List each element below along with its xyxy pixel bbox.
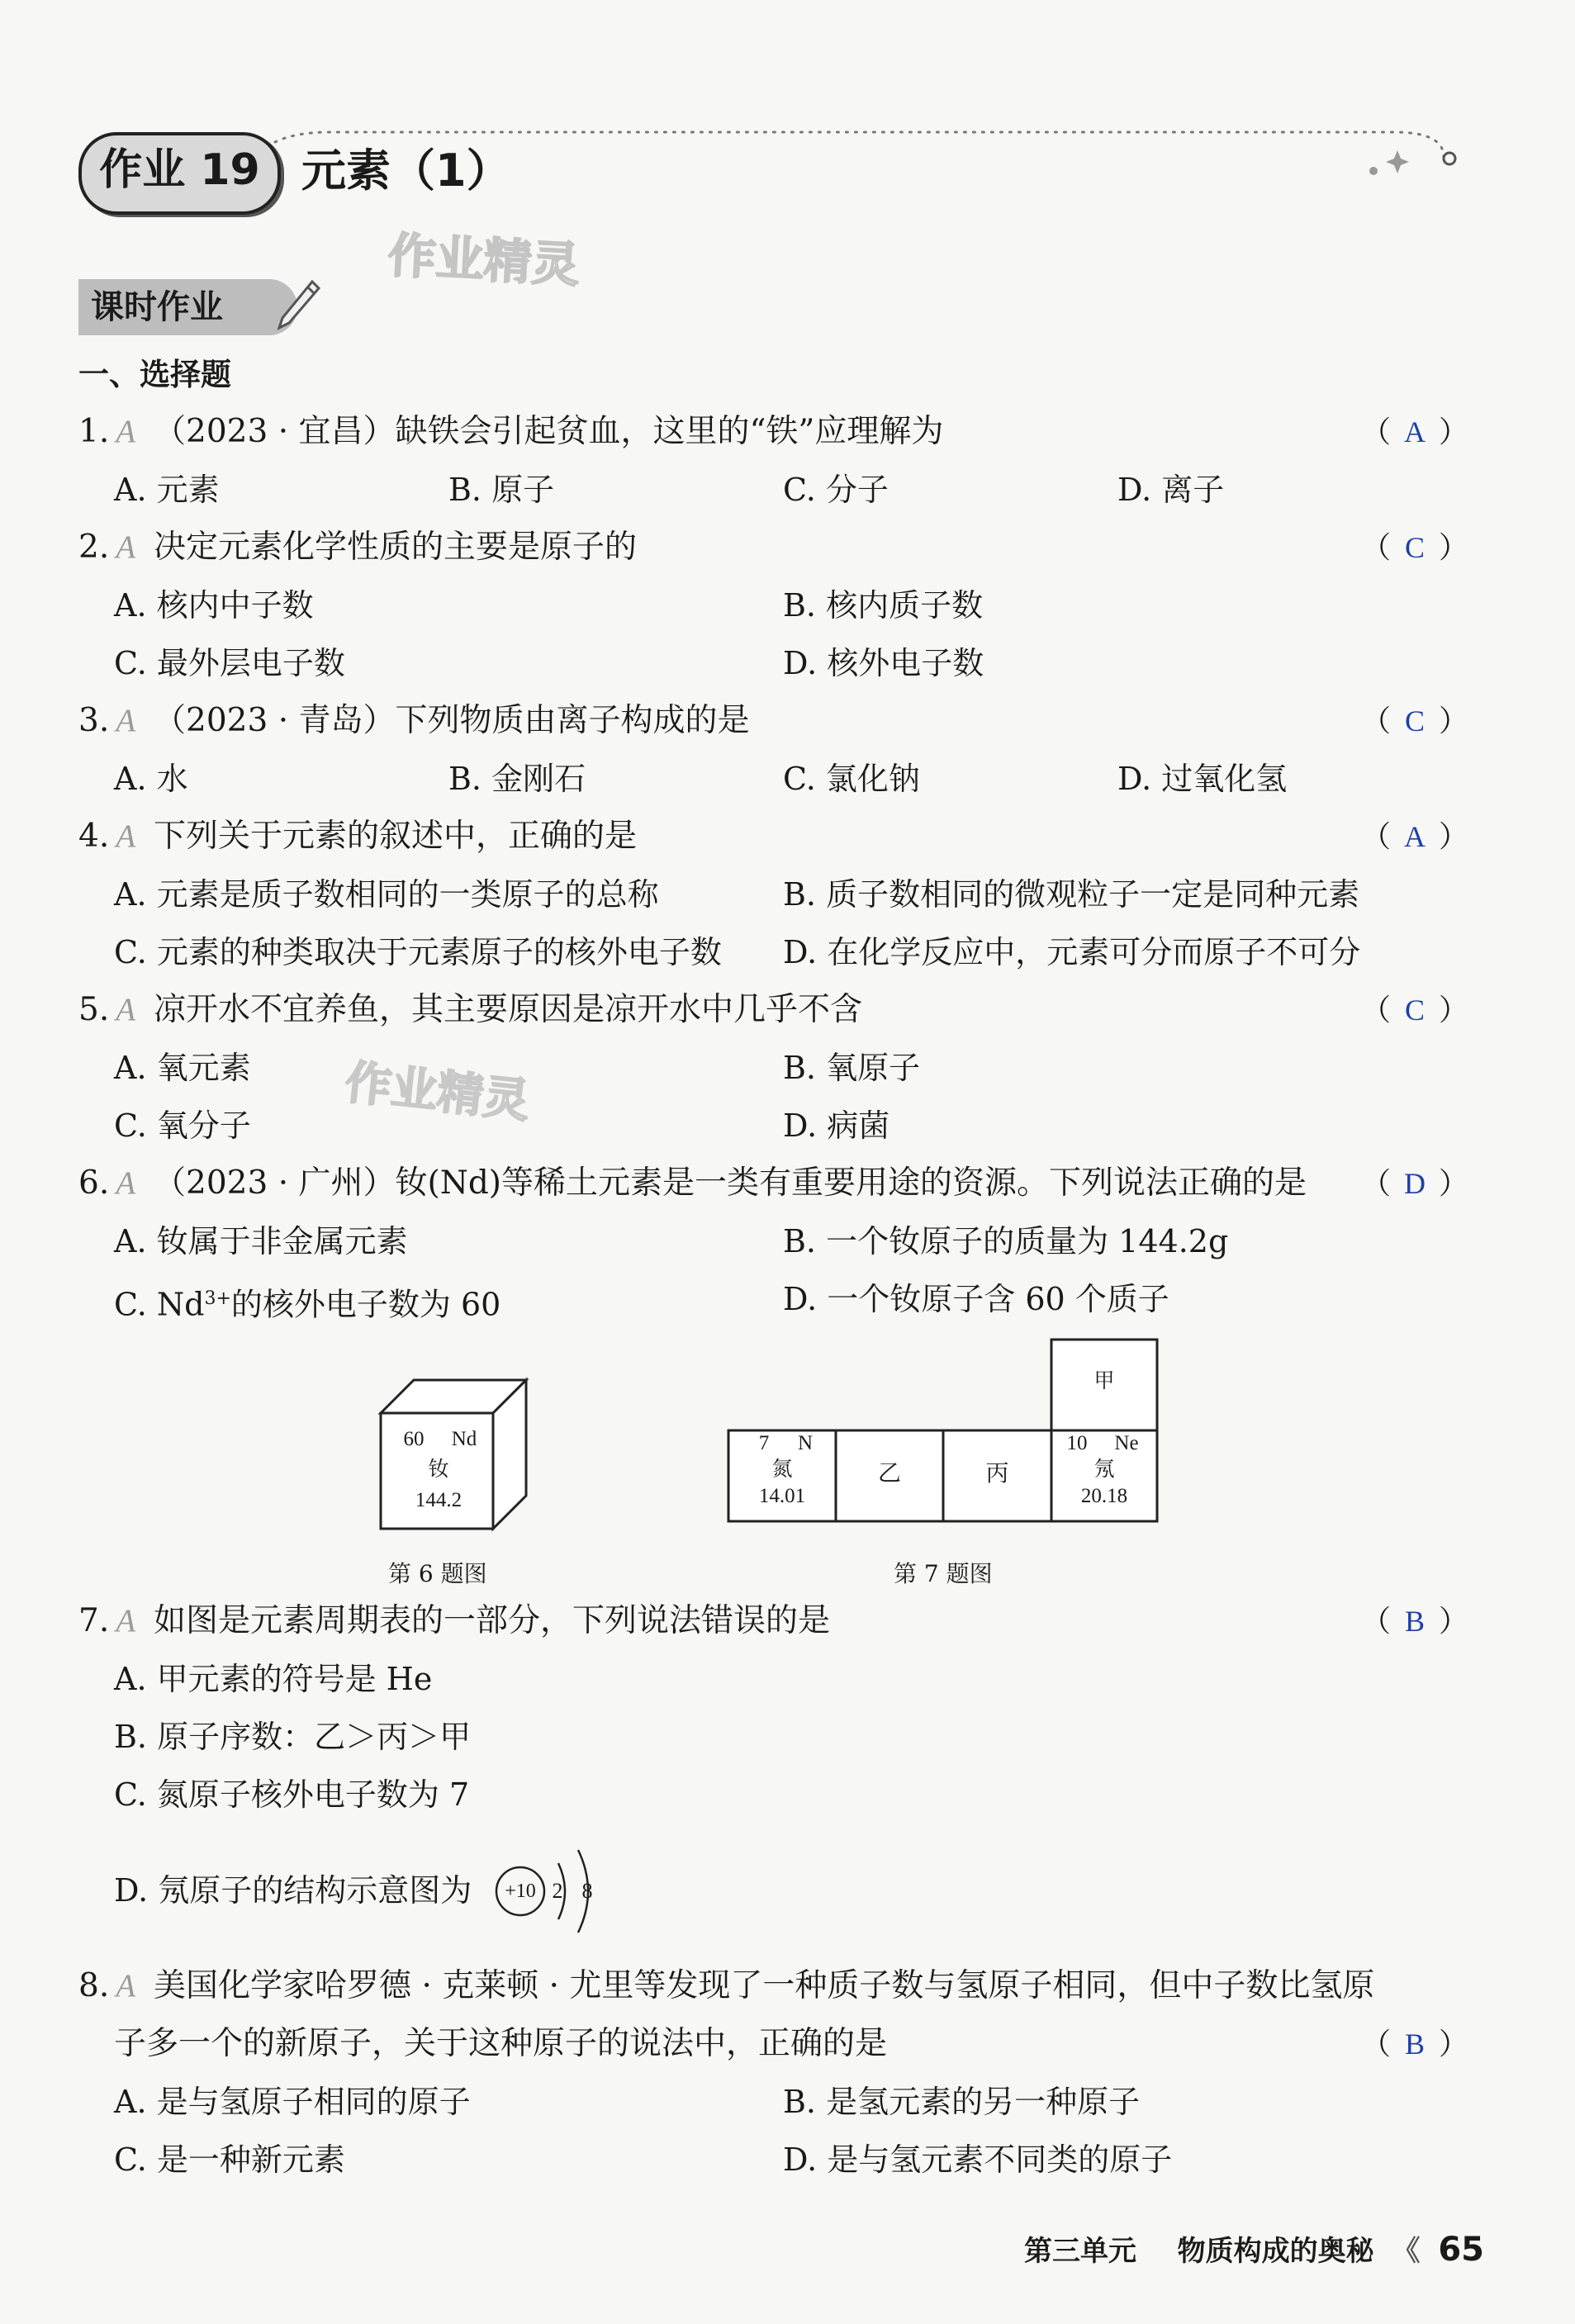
question-number: 1. <box>78 413 110 450</box>
question-5 <box>78 989 862 1032</box>
option-b: B. 质子数相同的微观粒子一定是同种元素 <box>783 876 1360 913</box>
option-b: B. 原子序数：乙＞丙＞甲 <box>114 1719 472 1755</box>
atomic-mass: 144.2 <box>415 1489 463 1511</box>
watermark: 作业精灵 <box>342 1055 533 1129</box>
element-symbol: Nd <box>451 1428 477 1450</box>
page-title: 元素（1） <box>301 145 511 197</box>
n-name: 氮 <box>771 1458 793 1481</box>
option-c: C. 元素的种类取决于元素原子的核外电子数 <box>114 934 722 970</box>
option-b: B. 氧原子 <box>783 1050 921 1086</box>
section-tag-label: 课时作业 <box>91 288 223 326</box>
question-7 <box>78 1600 830 1643</box>
question-stem: （2023 · 宜昌）缺铁会引起贫血，这里的“铁”应理解为 <box>154 413 944 450</box>
double-chevron-icon: 《 <box>1392 2235 1421 2268</box>
option-d: D. 核外电子数 <box>783 645 984 681</box>
option-d: D. 离子 <box>1117 472 1225 508</box>
n-number: 7 <box>758 1432 770 1454</box>
difficulty-icon: A <box>116 1968 136 2004</box>
question-2 <box>78 526 637 569</box>
page-number: 65 <box>1438 2231 1484 2269</box>
answer-value: D <box>1404 1167 1426 1200</box>
option-a: A. 钕属于非金属元素 <box>114 1223 408 1259</box>
atomic-number: 60 <box>403 1428 425 1450</box>
option-a: A. 元素是质子数相同的一类原子的总称 <box>114 876 659 913</box>
option-c: C. 分子 <box>783 472 889 508</box>
bing-cell: 丙 <box>985 1461 1009 1487</box>
question-6 <box>78 1162 1307 1205</box>
question-number: 8. <box>78 1967 110 2004</box>
watermark: 作业精灵 <box>387 226 581 294</box>
option-a: A. 元素 <box>114 472 220 508</box>
question-8 <box>78 1965 1374 2008</box>
chapter-label: 物质构成的奥秘 <box>1177 2235 1374 2268</box>
option-b: B. 金刚石 <box>448 761 586 797</box>
answer-1: （ A ） <box>1361 410 1468 454</box>
answer-4: （ A ） <box>1361 815 1468 859</box>
n-mass: 14.01 <box>758 1485 806 1507</box>
question-1 <box>78 410 943 453</box>
difficulty-icon: A <box>116 414 136 449</box>
option-a: A. 是与氢原子相同的原子 <box>114 2084 471 2120</box>
n-symbol: N <box>797 1432 814 1454</box>
yi-cell: 乙 <box>877 1461 901 1487</box>
option-d: D. 是与氢元素不同类的原子 <box>783 2141 1173 2178</box>
option-c: C. 氧分子 <box>114 1107 251 1144</box>
question-stem: （2023 · 青岛）下列物质由离子构成的是 <box>154 702 750 739</box>
option-c: C. 是一种新元素 <box>114 2141 345 2178</box>
shell-2-electrons: 8 <box>581 1879 593 1903</box>
answer-8: （ B ） <box>1361 2023 1468 2066</box>
unit-label: 第三单元 <box>1023 2235 1136 2268</box>
difficulty-icon: A <box>116 1603 136 1639</box>
question-stem: 如图是元素周期表的一部分，下列说法错误的是 <box>154 1602 831 1639</box>
option-c: C. 氯化钠 <box>783 761 920 797</box>
shell-1-electrons: 2 <box>552 1879 563 1903</box>
difficulty-icon: A <box>116 1165 136 1201</box>
answer-value: A <box>1404 415 1426 448</box>
question-8-line-2: 子多一个的新原子，关于这种原子的说法中，正确的是 <box>114 2025 888 2062</box>
option-a: A. 甲元素的符号是 He <box>114 1661 433 1697</box>
question-number: 5. <box>78 991 110 1028</box>
option-b: B. 一个钕原子的质量为 144.2g <box>783 1223 1229 1259</box>
question-stem: 下列关于元素的叙述中，正确的是 <box>154 818 638 855</box>
answer-value: B <box>1405 1605 1426 1638</box>
answer-3: （ C ） <box>1361 700 1468 743</box>
page-footer <box>1024 2225 1484 2276</box>
question-number: 4. <box>78 818 110 855</box>
option-c: C. $Nd^{3+}$的核外电子数为 60 <box>114 1286 501 1323</box>
answer-value: C <box>1405 531 1426 564</box>
part-heading: 一、选择题 <box>78 357 231 392</box>
answer-2: （ C ） <box>1361 526 1468 570</box>
answer-value: A <box>1404 820 1426 853</box>
ne-mass: 20.18 <box>1080 1485 1128 1507</box>
question-3 <box>78 700 750 742</box>
option-b: B. 是氢元素的另一种原子 <box>783 2084 1141 2120</box>
option-d: D. 过氧化氢 <box>1117 761 1288 797</box>
option-c: C. 最外层电子数 <box>114 645 345 681</box>
question-4 <box>78 815 637 858</box>
option-d: D. 一个钕原子含 60 个质子 <box>783 1281 1169 1317</box>
difficulty-icon: A <box>116 529 136 565</box>
jia-cell: 甲 <box>1093 1370 1115 1392</box>
answer-value: C <box>1405 994 1426 1027</box>
nucleus-charge: +10 <box>505 1881 536 1902</box>
ne-number: 10 <box>1066 1432 1088 1454</box>
question-stem: 美国化学家哈罗德 · 克莱顿 · 尤里等发现了一种质子数与氢原子相同，但中子数比氢原 <box>154 1967 1375 2004</box>
pencil-icon <box>273 277 322 334</box>
figure-7-caption: 第 7 题图 <box>894 1560 993 1587</box>
answer-value: C <box>1405 704 1426 738</box>
assignment-badge-text: 作业 19 <box>99 145 260 195</box>
option-d: D. 在化学反应中，元素可分而原子不可分 <box>783 934 1361 970</box>
option-a: A. 水 <box>114 761 188 797</box>
question-number: 7. <box>78 1602 110 1639</box>
option-b: B. 核内质子数 <box>783 587 984 624</box>
option-b: B. 原子 <box>448 472 555 508</box>
option-d: D. 氖原子的结构示意图为 <box>114 1872 472 1909</box>
answer-6: （ D ） <box>1361 1162 1468 1206</box>
header-decoration <box>73 124 1477 223</box>
option-d: D. 病菌 <box>783 1107 890 1144</box>
difficulty-icon: A <box>116 818 136 854</box>
figure-6-caption: 第 6 题图 <box>388 1560 487 1587</box>
answer-7: （ B ） <box>1361 1600 1468 1643</box>
difficulty-icon: A <box>116 992 136 1027</box>
question-stem: 决定元素化学性质的主要是原子的 <box>154 529 638 566</box>
ne-symbol: Ne <box>1114 1432 1139 1454</box>
answer-5: （ C ） <box>1361 989 1468 1032</box>
option-a: A. 氧元素 <box>114 1050 251 1086</box>
option-c: C. 氮原子核外电子数为 7 <box>114 1776 470 1813</box>
question-number: 3. <box>78 702 110 739</box>
question-number: 6. <box>78 1164 110 1202</box>
question-stem: （2023 · 广州）钕(Nd)等稀土元素是一类有重要用途的资源。下列说法正确的是 <box>154 1164 1307 1202</box>
difficulty-icon: A <box>116 703 136 738</box>
answer-value: B <box>1405 2028 1426 2061</box>
question-stem: 凉开水不宜养鱼，其主要原因是凉开水中几乎不含 <box>154 991 863 1028</box>
element-name: 钕 <box>428 1458 449 1481</box>
question-number: 2. <box>78 529 110 566</box>
ne-name: 氖 <box>1093 1458 1115 1481</box>
option-a: A. 核内中子数 <box>114 587 314 624</box>
